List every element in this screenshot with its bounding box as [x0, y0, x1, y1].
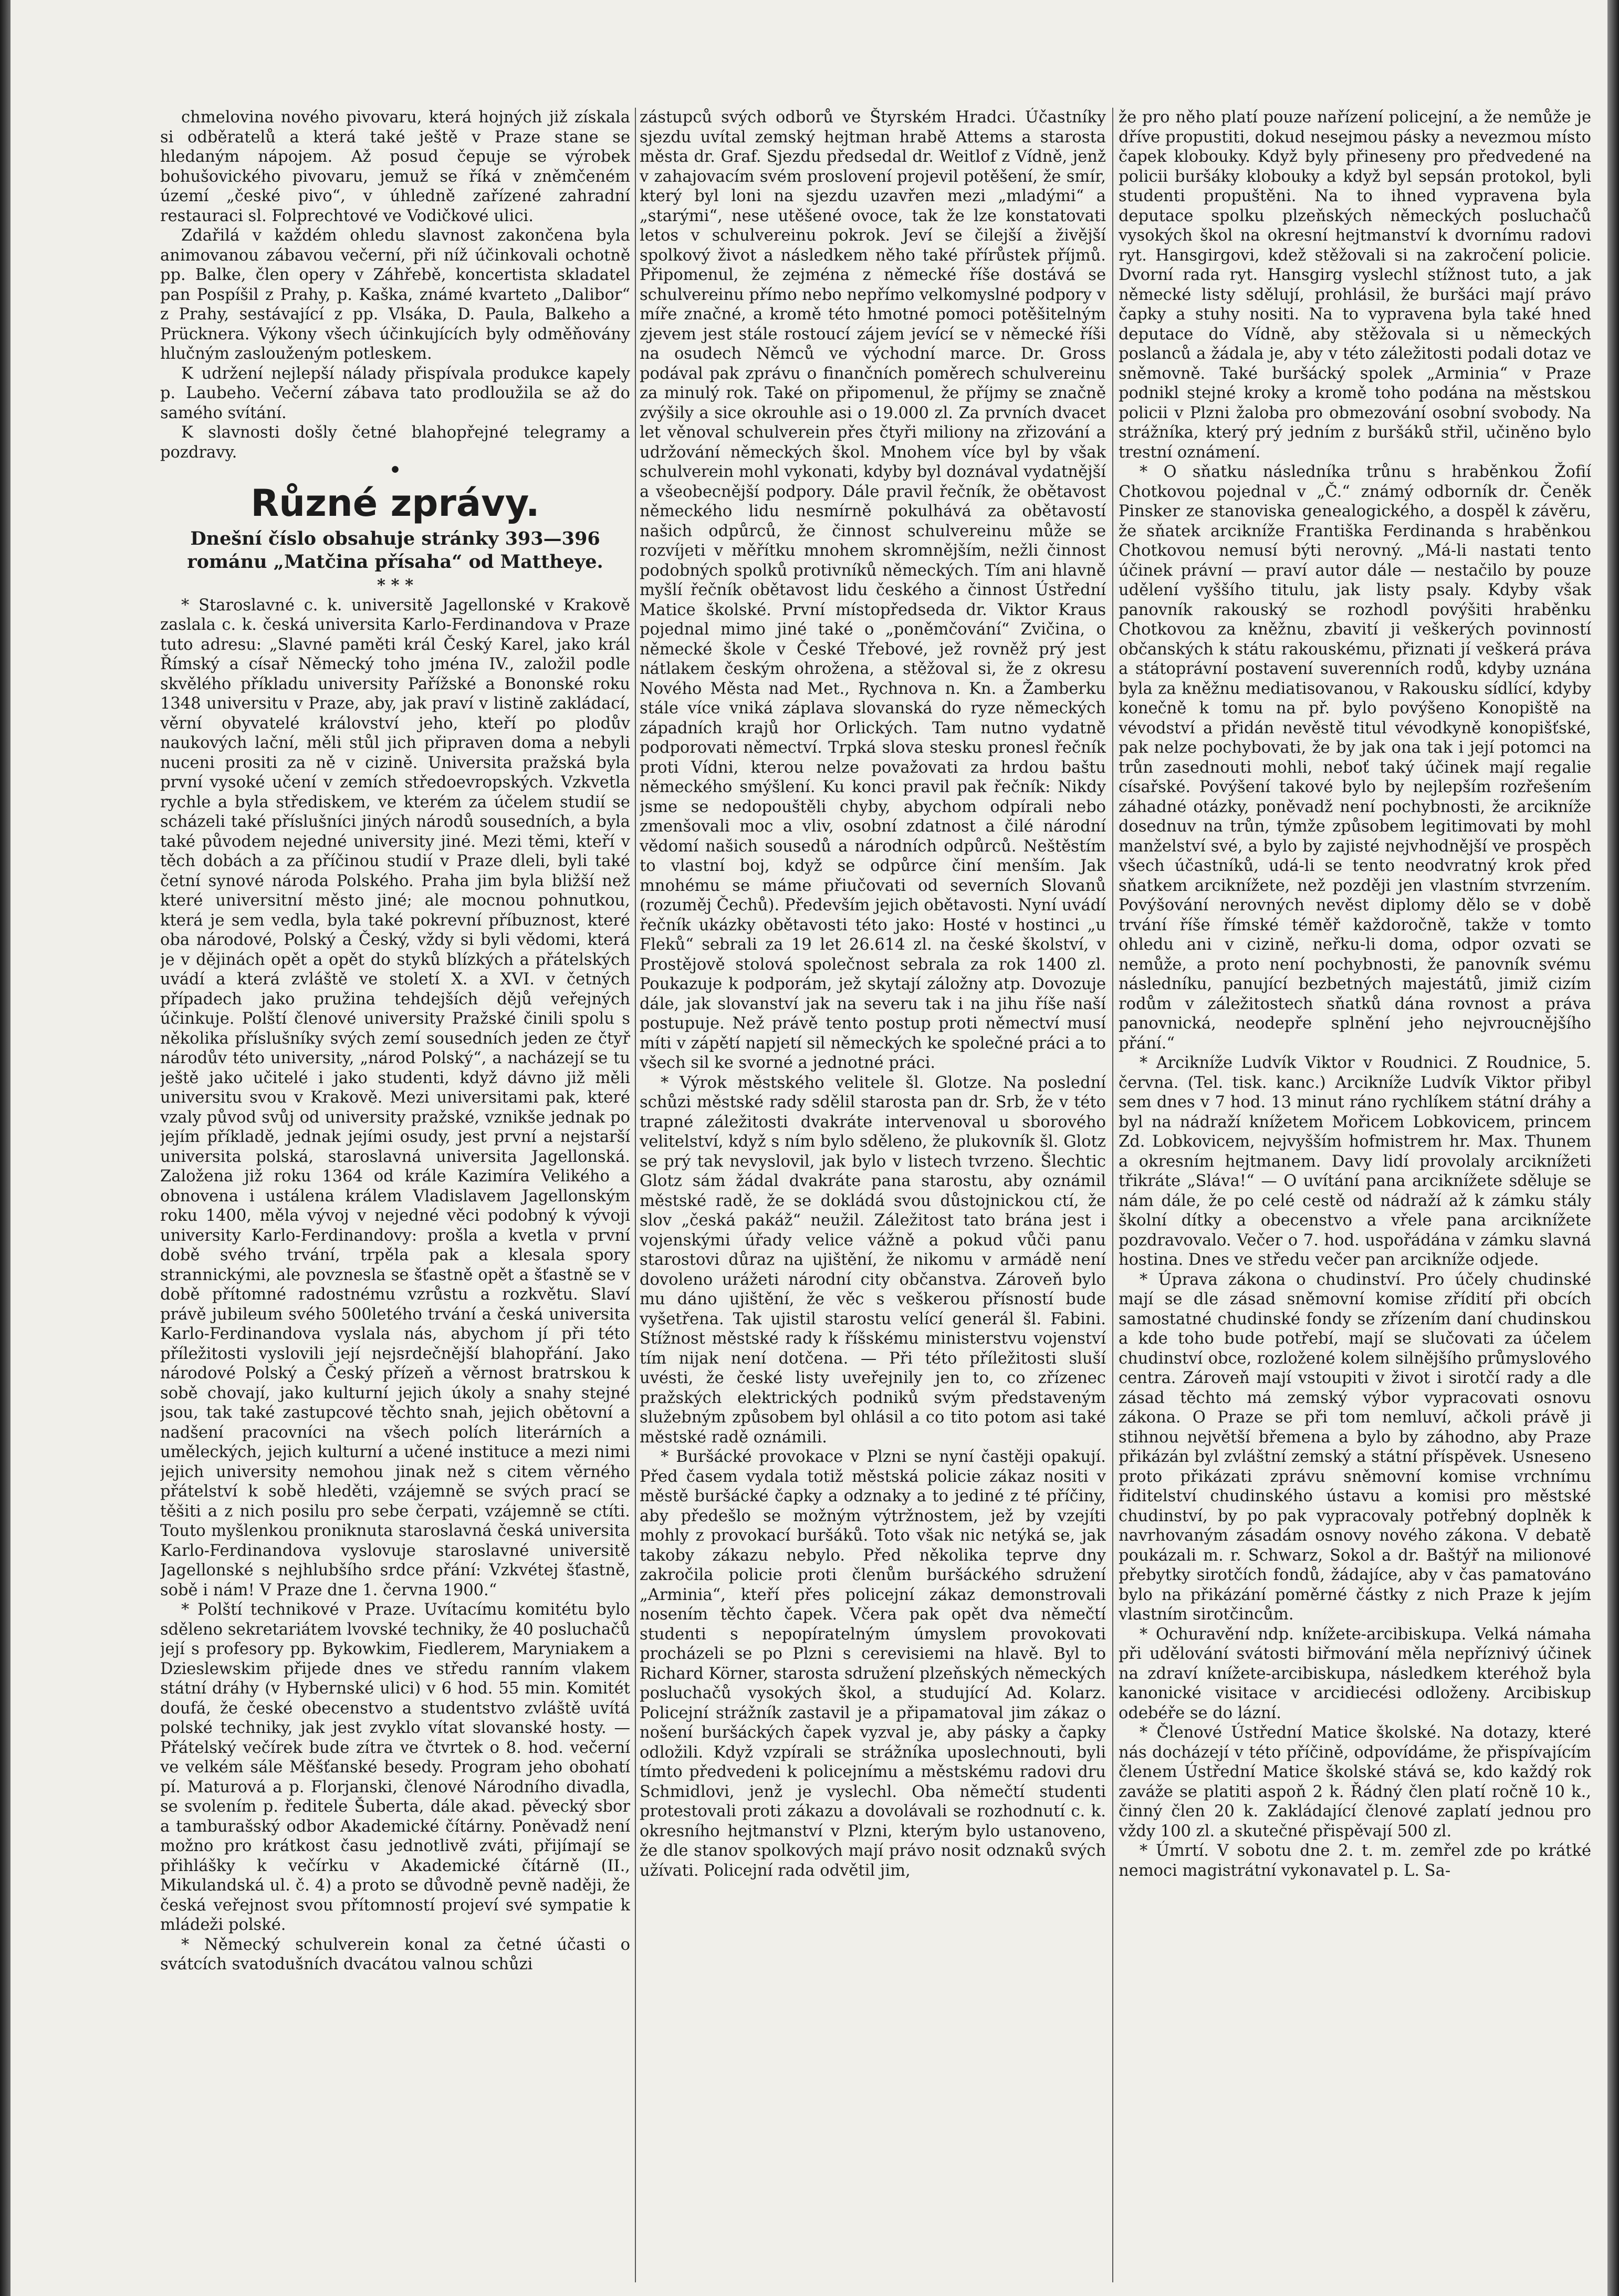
- separator-stars: * * *: [377, 576, 414, 595]
- article-paragraph: * Úprava zákona o chudinství. Pro účely chudinské mají se dle zásad sněmovní komise zřídití při obcích samostatné chudinské fondy se zřízením daní chudinskou a kde toho bude potřebí, mají se slučovati za účelem chudinství obce, rozložené kolem silnějšího průmyslového centra. Zároveň mají vstoupiti v život i sirotčí rady a dle zásad těchto má zemský výbor vypracovati osnovu zákona. O Praze se při tom nemluví, ačkoli právě ji stihnou největší břemena a bylo by záhodno, aby Praze přikázán byl zvláštní zemský a státní příspěvek. Usneseno proto přikázati zprávu sněmovní komise vrchnímu řiditelství chudinského ústavu a komisi pro městské chudinství, by po pak vypracovaly potřebný doplněk k navrhovaným zásadám osnovy nového zákona. V debatě poukázali m. r. Schwarz, Sokol a dr. Baštýř na milionové přebytky sirotčích fondů, žádajíce, aby v čas pamatováno bylo na přikázání poměrné částky z nich Praze k jejím vlastním sirotčincům.: [1119, 1270, 1591, 1624]
- article-paragraph: zástupců svých odborů ve Štyrském Hradci. Účastníky sjezdu uvítal zemský hejtman hrabě Attems a starosta města dr. Graf. Sjezdu předsedal dr. Weitlof z Vídně, jenž v zahajovacím svém proslovení projevil potěšení, že smír, který byl loni na sjezdu uzavřen mezi „mladými“ a „starými“, nese utěšené ovoce, tak že lze konstatovati letos v schulvereinu pokrok. Jeví se čilejší a živější spolkový život a následkem něho také přírůstek příjmů. Připomenul, že zejména z německé říše dostává se schulvereinu přímo nebo nepřímo velkomyslné podpory v míře značné, a kromě této hmotné pomoci potěšitelným zjevem jest stále rostoucí zájem jevící se v německé říši na osudech Němců ve východní marce. Dr. Gross podával pak zprávu o finančních poměrech schulvereinu za minulý rok. Také on připomenul, že příjmy se značně zvýšily a sice okrouhle asi o 19.000 zl. Za prvních dvacet let věnoval schulverein přes čtyři miliony na zřizování a udržování německých škol. Mnohem více byl by však schulverein mohl vykonati, kdyby byl doznával vydatnější a všeobecnější podpory. Dále pravil řečník, že obětavost německého lidu nesmírně pokulhává za obětavostí našich odpůrců, že činnost schulvereinu může se rozvíjeti v měřítku mnohem skromnějším, nežli činnost podobných spolků protivníků německých. Tím ani hlavně myšlí řečník obětavost lidu českého a činnost Ústřední Matice školské. První místopředseda dr. Viktor Kraus pojednal mimo jiné také o „poněmčování“ Zvičina, o německé škole v České Třebové, jež rovněž prý jest nátlakem českým ohrožena, a stěžoval si, že z okresu Nového Města nad Met., Rychnova n. Kn. a Žamberku stále více vniká záplava slovanská do ryze německých západních krajů hor Orlických. Tam nutno vydatně podporovati němectví. Trpká slova stesku pronesl řečník proti Vídni, kterou nelze považovati za hrdou baštu německého smýšlení. Ku konci pravil pak řečník: Nikdy jsme se nedopouštěli chyby, abychom odpírali nebo zmenšovali moc a vliv, osobní zdatnost a čilé národní vědomí našich sousedů a národních odpůrců. Neštěstím to vlastní boj, když se odpůrce činí menším. Jak mnohému se máme přiučovati od severních Slovanů (rozuměj Čechů). Především jejich obětavosti. Nyní uvádí řečník ukázky obětavosti této jako: Hosté v hostinci „u Fleků“ sebrali za 19 let 26.614 zl. na české školství, v Prostějově stolová společnost sebrala za rok 1400 zl. Poukazuje k podporám, jež skytají záložny atp. Dovozuje dále, jak slovanství jak na severu tak i na jihu říše naší postupuje. Než právě tento postup proti němectví musí míti v zápětí napjetí sil německých ke společné práci a to všech sil ke svorné a jednotné práci.: [640, 108, 1106, 1072]
- article-paragraph: * Polští technikové v Praze. Uvítacímu komitétu bylo sděleno sekretariátem lvovské techniky, že 40 posluchačů její s profesory pp. Bykowkim, Fiedlerem, Maryniakem a Dzieslewskim přijede dnes ve středu ranním vlakem státní dráhy (v Hybernské ulici) v 6 hod. 55 min. Komitét doufá, že české obecenstvo a studentstvo zvláště uvítá polské techniky, jak jest zvyklo vítat slovanské hosty. — Přátelský večírek bude zítra ve čtvrtek o 8. hod. večerní ve velkém sále Měšťanské besedy. Program jeho obohatí pí. Maturová a p. Florjanski, členové Národního divadla, se svolením p. ředitele Šuberta, dále akad. pěvecký sbor a tamburašský odbor Akademické čítárny. Poněvadž není možno pro krátkost času jednotlivě zváti, přijímají se přihlášky k večírku v Akademické čítárně (II., Mikulandská ul. č. 4) a proto se důvodně pevně naději, že česká veřejnost svou přítomností projeví své sympatie k mládeži polské.: [160, 1601, 630, 1934]
- column-rule: [1112, 108, 1113, 2282]
- article-paragraph: * Buršácké provokace v Plzni se nyní častěji opakují. Před časem vydala totiž městská policie zákaz nositi v městě buršácké čapky a odznaky a to jediné z té příčiny, aby předešlo se možným výtržnostem, jež by vzejíti mohly z provokací buršáků. Toto však nic netýká se, jak takoby zákazu nebylo. Před několika teprve dny zakročila policie proti členům buršáckého sdružení „Arminia“, kteří přes policejní zákaz demonstrovali nosením těchto čapek. Včera pak opět dva němečtí studenti s nepopíratelným úmyslem provokovati procházeli se po Plzni s cerevisiemi na hlavě. Byl to Richard Körner, starosta sdružení plzeňských německých posluchačů vysokých škol, a studující Ad. Kolarz. Policejní strážník zastavil je a připamatoval jim zákaz o nošení buršáckých čapek vyzval je, aby pásky a čapky odložili. Když vzpírali se strážníka uposlechnouti, byli tímto předvedeni k policejnímu a městskému radovi dru Schmidlovi, jenž je vyslechl. Oba němečtí studenti protestovali proti zákazu a dovolávali se rozhodnutí c. k. okresního hejtmanství v Plzni, kterým bylo ustanoveno, že dle stanov spolkových mají právo nosit odznaků svých užívati. Policejní rada odvětil jim,: [640, 1448, 1106, 1880]
- article-paragraph: * Staroslavné c. k. universitě Jagellonské v Krakově zaslala c. k. česká universita Karlo-Ferdinandova v Praze tuto adresu: „Slavné paměti král Český Karel, jako král Římský a císař Německý toho jména IV., založil podle skvělého příkladu university Pařížské a Bononské roku 1348 universitu v Praze, aby, jak praví v listině zakládací, věrní obyvatelé království jeho, kteří po plodův naukových lační, měli stůl jich připraven doma a nebyli nuceni prositi za ně v cizině. Universita pražská byla první vysoké učení v zemích středoevropských. Vzkvetla rychle a byla střediskem, ve kterém za účelem studií se scházeli také příslušníci jiných národů sousedních, a byla také původem nejedné university jiné. Mezi těmi, kteří v těch dobách a za příčinou studií v Praze dleli, byli také četní synové národa Polského. Praha jim byla bližší než které universitní město jiné; ale mocnou pohnutkou, která je sem vedla, byla také pokrevní příbuznost, které oba národové, Polský a Český, vždy si byli vědomi, která je v dějinách opět a opět do styků blízkých a přátelských uvádí a která zvláště ve století X. a XVI. v četných případech jako pružina tehdejších dějů veřejných účinkuje. Polští členové university Pražské činili spolu s několika příslušníky svých zemí sousedních jeden ze čtyř národův této university, „národ Polský“, a nacházejí se tu ještě jako učitelé i jako studenti, když dávno již měli universitu svou v Krakově. Mezi universitami pak, které vzaly původ svůj od university pražské, vznikše jednak po jejím příkladě, jednak jejími osudy, jest první a nejstarší universita polská, staroslavná universita Jagellonská. Založena již roku 1364 od krále Kazimíra Velikého a obnovena i ustálena králem Vladislavem Jagellonským roku 1400, měla vývoj v nejedné věci podobný k vývoji university Karlo-Ferdinandovy: prošla a kvetla v první době svého trvání, trpěla pak a klesala spory strannickými, ale povznesla se šťastně opět a šťastně se v době přítomné radostnému vzrůstu a rozkvětu. Slaví právě jubileum svého 500letého trvání a česká universita Karlo-Ferdinandova vyslala nás, abychom jí při této příležitosti vyslovili její nejsrdečnější blahopřání. Jako národové Polský a Český přízeň a věrnost bratrskou k sobě chovají, jako kulturní jejich úkoly a snahy stejné jsou, tak také zastupcové těchto snah, jejich obětovní a nadšení pracovníci na všech polích literárních a uměleckých, jejich kulturní a učené instituce a mezi nimi jejich university nemohou jinak než s citem věrného přátelství k sobě hleděti, vzájemně se svých prací se těšiti a z nich posilu pro sebe čerpati, vzájemně se ctíti. Touto myšlenkou proniknuta staroslavná česká universita Karlo-Ferdinandova vyslovuje staroslavné universitě Jagellonské s nejhlubšího srdce přání: Vzkvétej šťastně, sobě i nám! V Praze dne 1. června 1900.“: [160, 596, 630, 1599]
- article-paragraph: * Výrok městského velitele šl. Glotze. Na poslední schůzi městské rady sdělil starosta pan dr. Srb, že v této trapné záležitosti dvakráte intervenoval u sborového velitelství, když s ním bylo sděleno, že plukovník šl. Glotz se prý tak nevyslovil, jak bylo v listech tvrzeno. Šlechtic Glotz sám žádal dvakráte pana starostu, aby oznámil městské radě, že se dokládá svou důstojnickou ctí, že slov „česká pakáž“ neužil. Záležitost tato brána jest i vojenskými úřady velice vážně a pokud vůči panu starostovi důraz na ujištění, že nikomu v armádě není dovoleno urážeti národní city občanstva. Zároveň bylo mu dáno ujištění, že věc s veškerou přísností bude vyšetřena. Tak ujistil starostu velící generál šl. Fabini. Stížnost městské rady k říšskému ministerstvu vojenství tím nijak není dotčena. — Při této příležitosti sluší uvésti, že české listy uveřejnily jen to, co zřízenec pražských elektrických podniků svým představeným služebným způsobem byl ohlásil a co tito potom asi také městské radě oznámili.: [640, 1073, 1106, 1447]
- column-left: [160, 108, 630, 2288]
- article-paragraph: * Arcikníže Ludvík Viktor v Roudnici. Z Roudnice, 5. června. (Tel. tisk. kanc.) Arcikníže Ludvík Viktor přibyl sem dnes v 7 hod. 13 minut ráno rychlíkem státní dráhy a byl na nádraží knížetem Mořicem Lobkovicem, princem Zd. Lobkovicem, nejvyšším hofmistrem hr. Max. Thunem a okresním hejtmanem. Davy lidí provolaly arciknížeti třikráte „Sláva!“ — O uvítání pana arciknížete sděluje se nám dále, že po celé cestě od nádraží až k zámku stály školní dítky a obecenstvo a vřele pana arciknížete pozdravovalo. Večer o 7. hod. uspořádána v zámku slavná hostina. Dnes ve středu večer pan arcikníže odjede.: [1119, 1054, 1591, 1269]
- article-paragraph: Zdařilá v každém ohledu slavnost zakončena byla animovanou zábavou večerní, při níž účinkovali ochotně pp. Balke, člen opery v Záhřebě, koncertista skladatel pan Pospíšil z Prahy, p. Kaška, známé kvarteto „Dalibor“ z Prahy, sestávající z pp. Vlsáka, D. Paula, Balkeho a Prücknera. Výkony všech účinkujících byly odměňovány hlučným zaslouženým potleskem.: [160, 226, 630, 363]
- scan-edge-right: [1607, 0, 1619, 2296]
- article-paragraph: * O sňatku následníka trůnu s hraběnkou Žofií Chotkovou pojednal v „Č.“ známý odborník dr. Čeněk Pinsker ze stanoviska genealogického, a dospěl k závěru, že sňatek arcikníže Františka Ferdinanda s hraběnkou Chotkovou nemusí býti nerovný. „Má-li nastati tento účinek právní — praví autor dále — nestačilo by pouze udělení vyššího titulu, jak listy psaly. Kdyby však panovník rakouský se rozhodl povýšiti hraběnku Chotkovou za kněžnu, zbavití ji veškerých povinností občanských k státu rakouskému, přiznati jí veškerá práva a státoprávní postavení suverenních rodů, kdyby uznána byla za kněžnu mediatisovanou, v Rakousku sídlící, kdyby konečně k tomu na př. bylo povýšeno Konopiště na vévodství a přidán nevěstě titul vévodkyně konopišťské, pak nelze pochybovati, že by jak ona tak i její potomci na trůn zasednouti mohli, neboť taký účinek mají regalie císařské. Povýšení takové bylo by nejlepším rozřešením záhadné otázky, poněvadž není pochybnosti, že arcikníže dosednuv na trůn, týmže způsobem legitimovati by mohl manželství své, a bylo by zajisté nejvhodnější ve prospěch všech účastníků, udá-li se tento neodvratný krok před sňatkem arciknížete, než později jen vlastním stvrzením. Povýšování nerovných nevěst diplomy dělo se v době trvání říše římské téměř každoročně, takže v tomto ohledu ani v cizině, neřku-li doma, odpor ozvati se nemůže, a proto není pochybnosti, že panovník svému následníku, panující bezbetných majestátů, jimiž cizím rodům v záležitostech sňatků dána rovnost a práva panovnická, neodepře splnění jeho nejvroucnějšího přání.“: [1119, 463, 1591, 1053]
- article-paragraph: * Úmrtí. V sobotu dne 2. t. m. zemřel zde po krátké nemoci magistrátní vykonavatel p. L. Sa-: [1119, 1842, 1591, 1880]
- article-paragraph: K slavnosti došly četné blahopřejné telegramy a pozdravy.: [160, 423, 630, 462]
- column-right: [1119, 108, 1591, 2288]
- article-paragraph: * Německý schulverein konal za četné účasti o svátcích svatodušních dvacátou valnou schůzi: [160, 1935, 630, 1973]
- novel-notice: Dnešní číslo obsahuje stránky 393—396 románu „Matčina přísaha“ od Mattheye.: [187, 528, 603, 573]
- column-middle: [640, 108, 1106, 2288]
- article-paragraph: * Ochuravění ndp. knížete-arcibiskupa. Velká námaha při udělování svátosti biřmování měla nepříznivý účinek na zdraví knížete-arcibiskupa, následkem kteréhož byla kanonické visitace v arcidiecési odloženy. Arcibiskup odebéře se do lázní.: [1119, 1625, 1591, 1722]
- article-paragraph: K udržení nejlepší nálady přispívala produkce kapely p. Laubeho. Večerní zábava tato prodloužila se až do samého svítání.: [160, 364, 630, 422]
- separator-dot: •: [389, 459, 401, 481]
- article-paragraph: že pro něho platí pouze nařízení policejní, a že nemůže je dříve propustiti, dokud nesejmou pásky a nevezmou místo čapek klobouky. Když byly přineseny pro předvedené na policii buršáky klobouky a když byl sepsán protokol, byli studenti propuštěni. Na to ihned vypravena byla deputace spolku plzeňských německých posluchačů vysokých škol na okresní hejtmanství k dvornímu radovi ryt. Hansgirgovi, kdež stěžovali si na zakročení policie. Dvorní rada ryt. Hansgirg vyslechl stížnost tuto, a jak německé listy sdělují, prohlásil, že buršáci mají právo čapky a stuhy nositi. Na to vypravena byla také hned deputace do Vídně, aby stěžovala si u německých poslanců a žádala je, aby v této záležitosti podali dotaz ve sněmovně. Také buršácký spolek „Arminia“ v Praze podnikl stejné kroky a kromě toho podána na městskou policii v Plzni žaloba pro obmezování osobní svobody. Na strážníka, který prý jedním z buršáků střil, učiněno bylo trestní oznámení.: [1119, 108, 1591, 462]
- section-heading: Různé zprávy.: [250, 482, 540, 525]
- article-paragraph: * Členové Ústřední Matice školské. Na dotazy, které nás docházejí v této příčině, odpovídáme, že přispívajícím členem Ústřední Matice školské stává se, kdo každý rok zaváže se platiti aspoň 2 k. Řádný člen platí ročně 10 k., činný člen 20 k. Zakládající členové zaplatí jednou pro vždy 100 zl. a skutečné přispěvají 500 zl.: [1119, 1723, 1591, 1841]
- column-rule: [635, 108, 636, 2282]
- scan-edge-left: [0, 0, 11, 2296]
- article-paragraph: chmelovina nového pivovaru, která hojných již získala si odběratelů a která také ještě v Praze stane se hledaným nápojem. Až posud čepuje se výrobek bohušovického pivovaru, jemuž se říká v zněmčeném území „české pivo“, v úhledně zařízené zahradní restauraci sl. Folprechtové ve Vodičkové ulici.: [160, 108, 630, 225]
